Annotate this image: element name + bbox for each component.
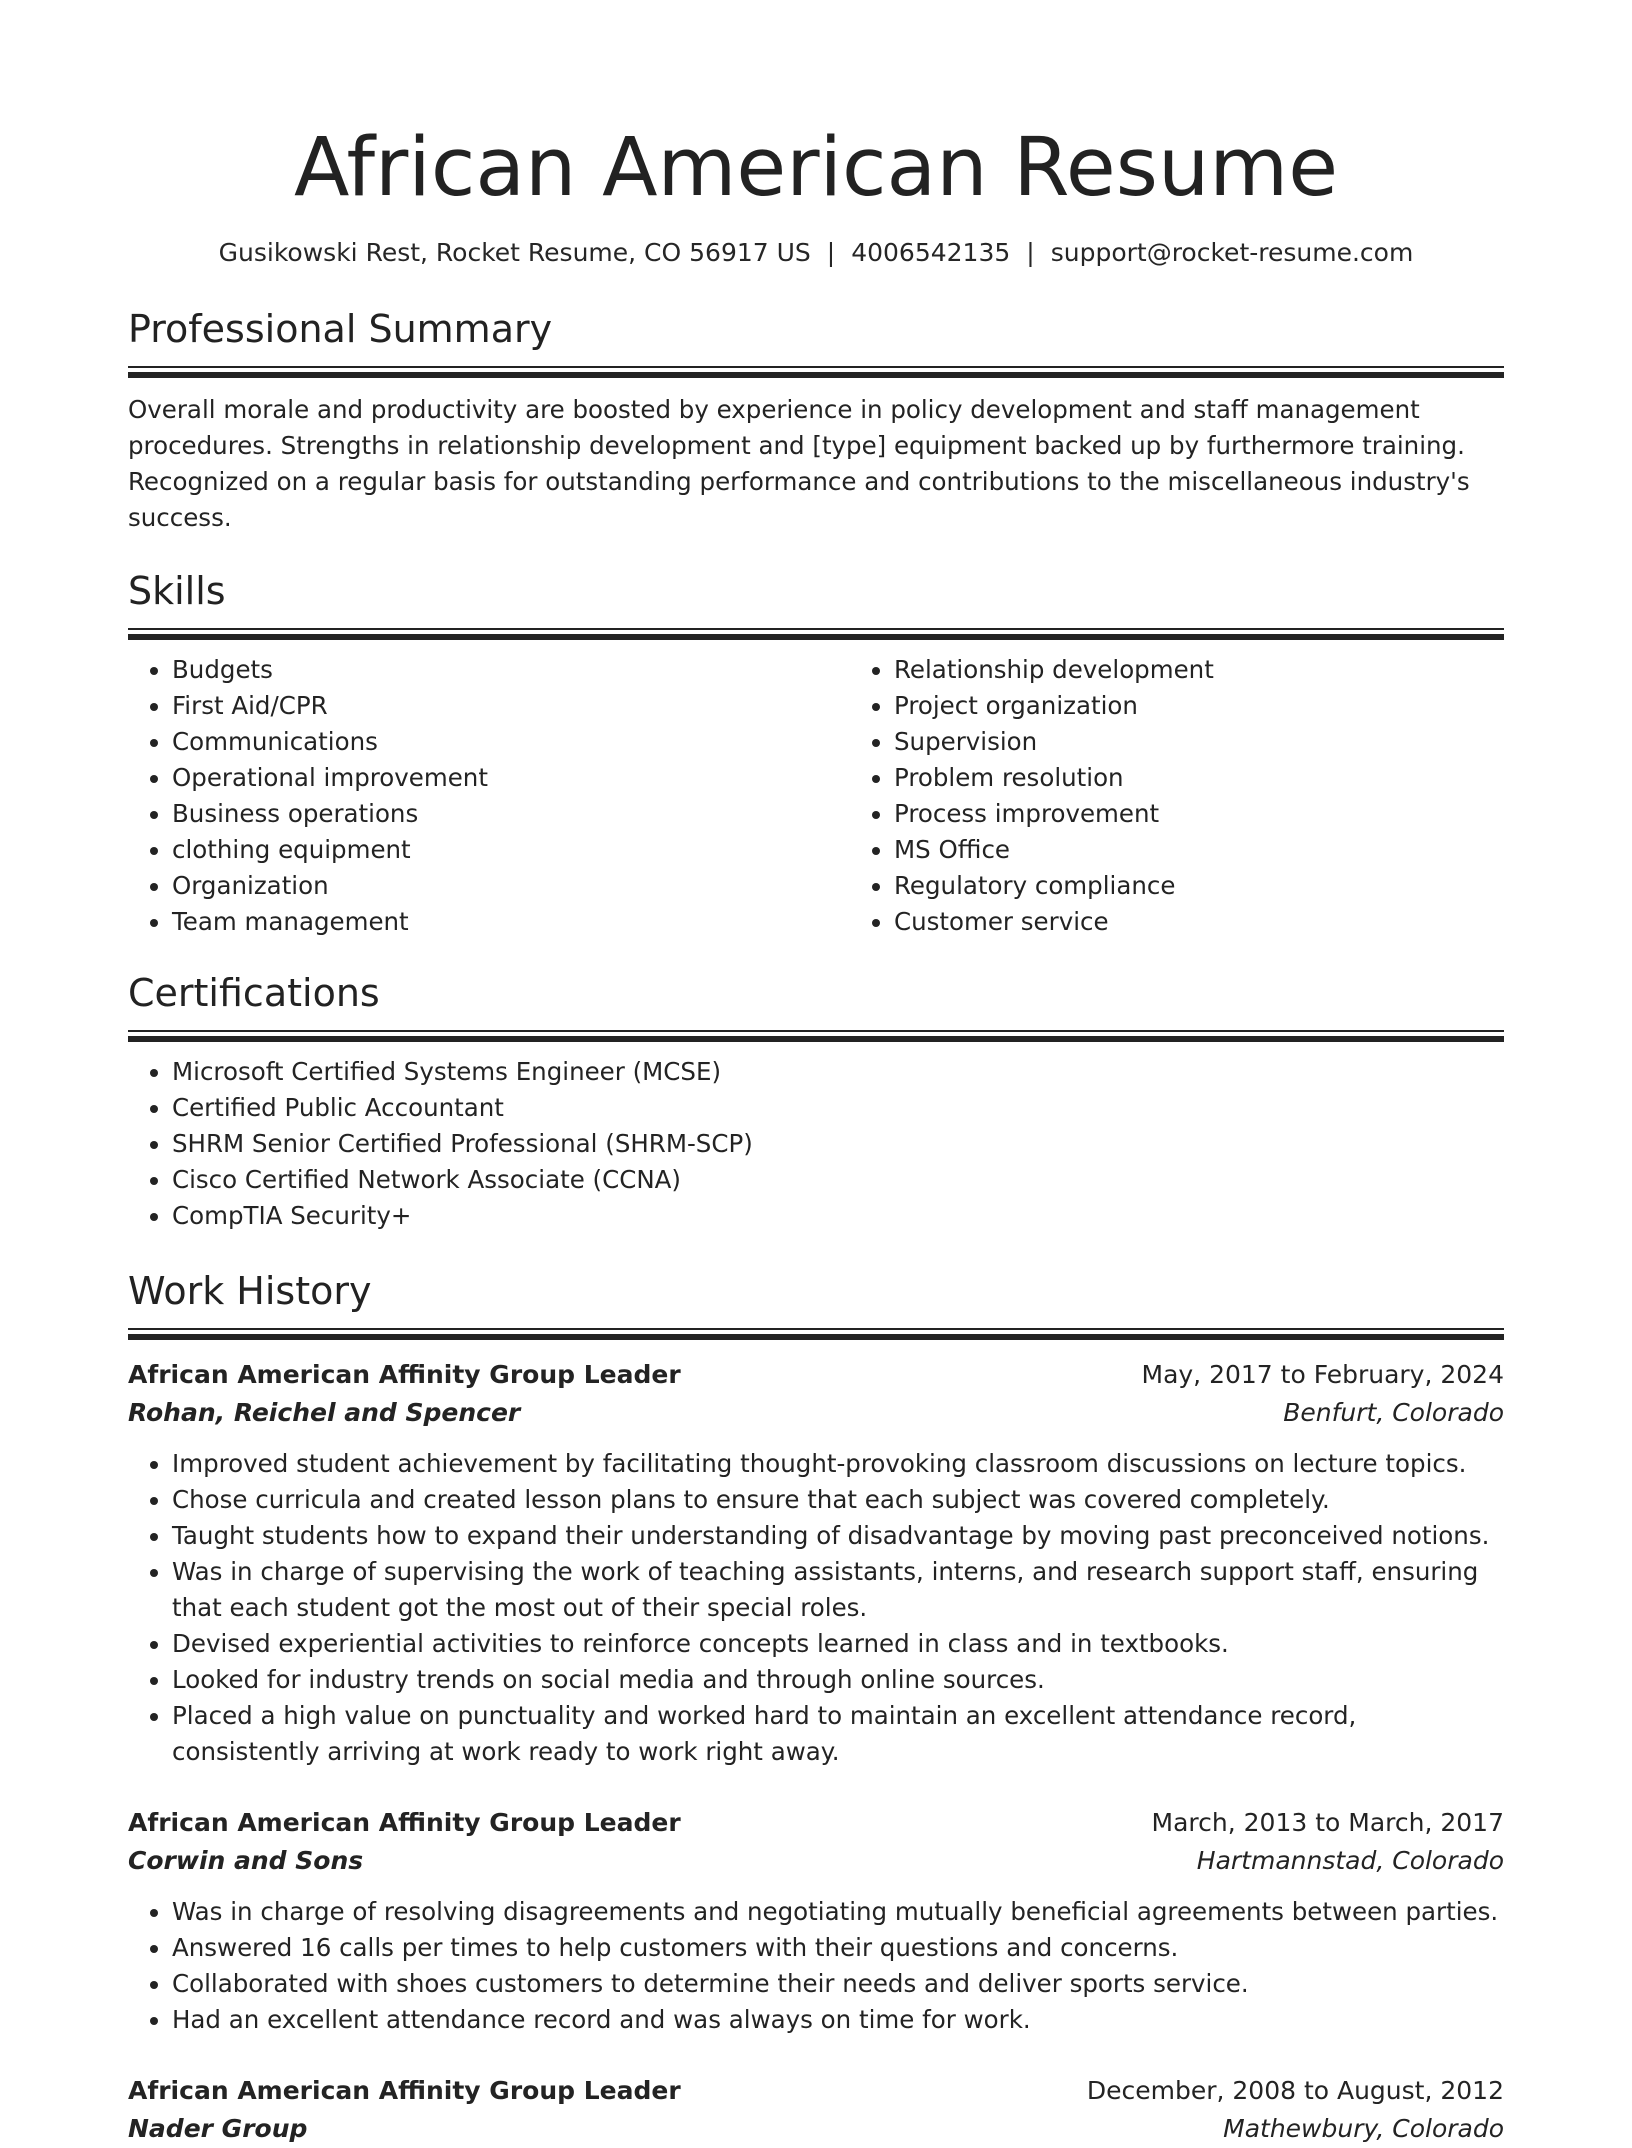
job-subheader [128, 1394, 1504, 1432]
certification-item: • CompTIA Security+ [172, 1198, 1504, 1234]
job-bullet: • Placed a high value on punctuality and worked hard to maintain an excellent attendance record, consistently arriving at work ready to work right away. [172, 1698, 1504, 1770]
certification-item: • SHRM Senior Certified Professional (SHRM-SCP) [172, 1126, 1504, 1162]
section-title-work: Work History [128, 1269, 372, 1313]
skill-item: • Supervision [894, 724, 1572, 760]
section-title-certifications: Certifications [128, 971, 380, 1015]
job-bullet: • Was in charge of resolving disagreements and negotiating mutually beneficial agreements between parties. [172, 1894, 1504, 1930]
section-rule-thin [128, 366, 1504, 368]
job-company: Rohan, Reichel and Spencer [128, 1398, 521, 1427]
job-bullet: • Answered 16 calls per times to help customers with their questions and concerns. [172, 1930, 1504, 1966]
job-header [128, 2072, 1504, 2110]
certification-item: • Microsoft Certified Systems Engineer (MCSE) [172, 1054, 1504, 1090]
section-rule-thin [128, 1328, 1504, 1330]
job-bullet: • Looked for industry trends on social media and through online sources. [172, 1662, 1504, 1698]
certifications-section [128, 970, 1504, 1234]
contact-separator: | [826, 238, 836, 267]
job-title: African American Affinity Group Leader [128, 2076, 681, 2105]
job-dates: May, 2017 to February, 2024 [1141, 1360, 1504, 1389]
job-bullet-list [128, 1894, 1504, 2038]
skills-list-left [128, 652, 850, 940]
job-entry [128, 1804, 1504, 2038]
section-title-skills: Skills [128, 569, 226, 613]
job-bullet: • Chose curricula and created lesson plans to ensure that each subject was covered completely. [172, 1482, 1504, 1518]
job-location: Mathewbury, Colorado [1223, 2114, 1504, 2143]
certification-item: • Cisco Certified Network Associate (CCNA) [172, 1162, 1504, 1198]
job-bullet: • Taught students how to expand their understanding of disadvantage by moving past preconceived notions. [172, 1518, 1504, 1554]
skill-item: • Business operations [172, 796, 850, 832]
section-rule-thick [128, 634, 1504, 640]
contact-phone: 4006542135 [851, 238, 1011, 267]
job-entry [128, 1356, 1504, 1770]
section-rule-thick [128, 1334, 1504, 1340]
skill-item: • First Aid/CPR [172, 688, 850, 724]
job-dates: March, 2013 to March, 2017 [1151, 1808, 1504, 1837]
contact-line [128, 236, 1504, 270]
job-entry [128, 2072, 1504, 2148]
contact-separator: | [1026, 238, 1035, 267]
contact-address: Gusikowski Rest, Rocket Resume, CO 56917 US [218, 238, 811, 267]
skill-item: • Project organization [894, 688, 1572, 724]
section-rule-thin [128, 628, 1504, 630]
certifications-list [128, 1054, 1504, 1234]
skill-item: • Relationship development [894, 652, 1572, 688]
skill-item: • Budgets [172, 652, 850, 688]
skill-item: • Customer service [894, 904, 1572, 940]
job-company: Nader Group [128, 2114, 308, 2143]
section-title-summary: Professional Summary [128, 307, 553, 351]
skills-list-right [850, 652, 1572, 940]
skill-item: • Process improvement [894, 796, 1572, 832]
job-bullet-list [128, 1446, 1504, 1770]
job-company: Corwin and Sons [128, 1846, 364, 1875]
skills-section [128, 568, 1504, 940]
skill-item: • Communications [172, 724, 850, 760]
job-location: Benfurt, Colorado [1283, 1398, 1504, 1427]
skill-item: • Team management [172, 904, 850, 940]
job-header [128, 1804, 1504, 1842]
job-location: Hartmannstad, Colorado [1196, 1846, 1504, 1875]
resume-name: African American Resume [293, 121, 1339, 215]
certification-item: • Certified Public Accountant [172, 1090, 1504, 1126]
work-section [128, 1268, 1504, 2148]
skill-item: • MS Office [894, 832, 1572, 868]
skill-item: • Problem resolution [894, 760, 1572, 796]
skill-item: • Organization [172, 868, 850, 904]
job-title: African American Affinity Group Leader [128, 1360, 681, 1389]
job-header [128, 1356, 1504, 1394]
job-subheader [128, 2110, 1504, 2148]
job-bullet: • Improved student achievement by facilitating thought-provoking classroom discussions on lecture topics. [172, 1446, 1504, 1482]
job-bullet: • Collaborated with shoes customers to determine their needs and deliver sports service. [172, 1966, 1504, 2002]
job-dates: December, 2008 to August, 2012 [1086, 2076, 1504, 2105]
job-bullet: • Devised experiential activities to reinforce concepts learned in class and in textbooks. [172, 1626, 1504, 1662]
skill-item: • clothing equipment [172, 832, 850, 868]
job-title: African American Affinity Group Leader [128, 1808, 681, 1837]
skills-columns [128, 652, 1504, 940]
job-bullet: • Had an excellent attendance record and was always on time for work. [172, 2002, 1504, 2038]
contact-email: support@rocket-resume.com [1050, 238, 1414, 267]
job-subheader [128, 1842, 1504, 1880]
job-bullet: • Was in charge of supervising the work of teaching assistants, interns, and research support staff, ensuring that each student got the most out of their special roles. [172, 1554, 1504, 1626]
section-rule-thick [128, 1036, 1504, 1042]
section-rule-thick [128, 372, 1504, 378]
skill-item: • Operational improvement [172, 760, 850, 796]
summary-section [128, 306, 1504, 536]
section-rule-thin [128, 1030, 1504, 1032]
skill-item: • Regulatory compliance [894, 868, 1572, 904]
summary-text: Overall morale and productivity are boosted by experience in policy development and staff management procedures. Strengths in relationship development and [type] equipment backed up by furthermore training. Recognized on a regular basis for outstanding performance and contributions to the miscellaneous industry's success. [128, 395, 1470, 532]
resume-content [128, 118, 1504, 2148]
